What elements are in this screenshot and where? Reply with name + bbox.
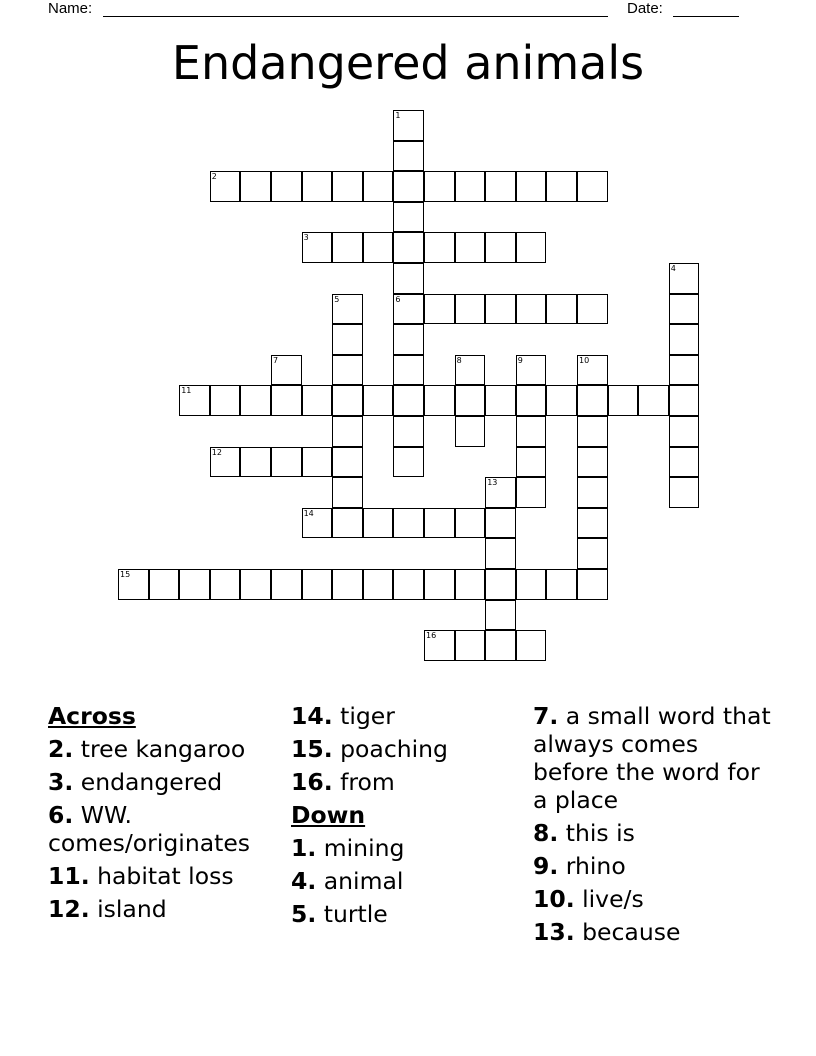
grid-cell[interactable] [669,263,700,294]
across-heading: Across [48,702,136,730]
clue-down-4: 4. animal [291,867,404,895]
grid-cell[interactable] [271,355,302,386]
grid-cell[interactable] [516,355,547,386]
grid-cell[interactable] [210,447,241,478]
grid-cell[interactable] [393,385,424,416]
grid-cell[interactable] [271,171,302,202]
grid-cell[interactable] [302,385,333,416]
clue-across-2: 2. tree kangaroo [48,735,246,763]
grid-cell[interactable] [363,171,394,202]
grid-cell[interactable] [455,385,486,416]
clues-column-1 [48,702,278,928]
grid-cell[interactable] [577,416,608,447]
grid-cell[interactable] [516,477,547,508]
grid-cell[interactable] [455,416,486,447]
grid-cell[interactable] [179,569,210,600]
grid-cell[interactable] [424,508,455,539]
grid-cell[interactable] [363,232,394,263]
grid-cell[interactable] [455,355,486,386]
clue-down-9: 9. rhino [533,852,626,880]
clue-down-10: 10. live/s [533,885,644,913]
grid-cell[interactable] [302,447,333,478]
grid-cell[interactable] [424,630,455,661]
grid-cell[interactable] [393,447,424,478]
grid-cell[interactable] [577,538,608,569]
grid-cell[interactable] [393,141,424,172]
grid-cell[interactable] [332,324,363,355]
grid-cell[interactable] [363,569,394,600]
grid-cell[interactable] [424,232,455,263]
clue-across-16: 16. from [291,768,395,796]
grid-cell[interactable] [485,538,516,569]
grid-cell[interactable] [485,385,516,416]
grid-cell[interactable] [332,416,363,447]
grid-cell[interactable] [424,294,455,325]
grid-cell[interactable] [577,508,608,539]
grid-cell[interactable] [577,171,608,202]
grid-cell[interactable] [485,232,516,263]
grid-cell[interactable] [424,569,455,600]
grid-cell[interactable] [485,171,516,202]
grid-cell[interactable] [240,171,271,202]
clues-column-3 [533,702,773,951]
grid-cell[interactable] [485,477,516,508]
grid-cell[interactable] [669,477,700,508]
grid-cell[interactable] [332,385,363,416]
grid-cell[interactable] [393,171,424,202]
grid-cell[interactable] [149,569,180,600]
grid-cell[interactable] [302,569,333,600]
cell-number: 8 [456,355,462,365]
cell-number: 9 [517,355,523,365]
grid-cell[interactable] [240,447,271,478]
grid-cell[interactable] [669,385,700,416]
cell-number: 4 [670,264,676,273]
grid-cell[interactable] [393,324,424,355]
cell-number: 13 [487,478,498,488]
grid-cell[interactable] [516,569,547,600]
grid-cell[interactable] [546,569,577,600]
clues-column-2 [291,702,521,933]
grid-cell[interactable] [485,508,516,539]
clue-across-15: 15. poaching [291,735,448,763]
grid-cell[interactable] [455,232,486,263]
grid-cell[interactable] [271,385,302,416]
grid-cell[interactable] [210,385,241,416]
grid-cell[interactable] [455,294,486,325]
grid-cell[interactable] [302,232,333,263]
grid-cell[interactable] [393,508,424,539]
grid-cell[interactable] [577,569,608,600]
grid-cell[interactable] [271,447,302,478]
grid-cell[interactable] [393,202,424,233]
grid-cell[interactable] [577,477,608,508]
grid-cell[interactable] [455,508,486,539]
cell-number: 14 [303,508,314,518]
grid-cell[interactable] [546,294,577,325]
grid-cell[interactable] [485,630,516,661]
grid-cell[interactable] [393,110,424,141]
grid-cell[interactable] [516,630,547,661]
grid-cell[interactable] [577,447,608,478]
grid-cell[interactable] [393,569,424,600]
grid-cell[interactable] [669,294,700,325]
clue-across-3: 3. endangered [48,768,223,796]
grid-cell[interactable] [669,355,700,386]
cell-number: 1 [395,111,401,120]
grid-cell[interactable] [516,385,547,416]
grid-cell[interactable] [424,171,455,202]
clue-down-7: 7. a small word that always comes before the word for a place [533,702,771,814]
grid-cell[interactable] [455,171,486,202]
grid-cell[interactable] [393,294,424,325]
grid-cell[interactable] [546,385,577,416]
grid-cell[interactable] [393,355,424,386]
grid-cell[interactable] [455,569,486,600]
cell-number: 5 [334,294,340,304]
grid-cell[interactable] [332,294,363,325]
cell-number: 11 [181,386,192,396]
grid-cell[interactable] [485,600,516,631]
grid-cell[interactable] [363,385,394,416]
cell-number: 7 [273,355,279,365]
cell-number: 3 [303,233,309,243]
cell-number: 2 [211,172,217,182]
clue-across-14: 14. tiger [291,702,395,730]
grid-cell[interactable] [240,385,271,416]
grid-cell[interactable] [669,324,700,355]
grid-cell[interactable] [669,447,700,478]
grid-cell[interactable] [179,385,210,416]
grid-cell[interactable] [332,355,363,386]
grid-cell[interactable] [608,385,639,416]
date-label: Date: [627,0,663,17]
grid-cell[interactable] [332,569,363,600]
grid-cell[interactable] [240,569,271,600]
down-heading: Down [291,801,366,829]
clue-across-11: 11. habitat loss [48,862,234,890]
clue-down-1: 1. mining [291,834,405,862]
grid-cell[interactable] [210,171,241,202]
grid-cell[interactable] [332,447,363,478]
grid-cell[interactable] [485,569,516,600]
grid-cell[interactable] [638,385,669,416]
grid-cell[interactable] [577,385,608,416]
grid-cell[interactable] [516,447,547,478]
grid-cell[interactable] [516,416,547,447]
grid-cell[interactable] [210,569,241,600]
cell-number: 16 [426,631,437,641]
cell-number: 12 [211,447,222,457]
grid-cell[interactable] [669,416,700,447]
grid-cell[interactable] [485,294,516,325]
grid-cell[interactable] [332,171,363,202]
grid-cell[interactable] [363,508,394,539]
grid-cell[interactable] [302,171,333,202]
grid-cell[interactable] [424,385,455,416]
page-title: Endangered animals [171,36,645,90]
grid-cell[interactable] [516,171,547,202]
name-label: Name: [48,0,93,17]
grid-cell[interactable] [393,232,424,263]
grid-cell[interactable] [302,508,333,539]
grid-cell[interactable] [546,171,577,202]
clue-down-8: 8. this is [533,819,635,847]
clue-down-5: 5. turtle [291,900,388,928]
grid-cell[interactable] [271,569,302,600]
clue-across-12: 12. island [48,895,167,923]
grid-cell[interactable] [516,232,547,263]
grid-cell[interactable] [118,569,149,600]
grid-cell[interactable] [516,294,547,325]
grid-cell[interactable] [577,355,608,386]
grid-cell[interactable] [332,477,363,508]
clue-down-13: 13. because [533,918,681,946]
grid-cell[interactable] [577,294,608,325]
clue-across-6: 6. WW. comes/originates [48,801,251,857]
grid-cell[interactable] [455,630,486,661]
grid-cell[interactable] [332,508,363,539]
cell-number: 6 [395,294,401,304]
grid-cell[interactable] [332,232,363,263]
grid-cell[interactable] [393,416,424,447]
grid-cell[interactable] [393,263,424,294]
cell-number: 15 [120,570,131,579]
cell-number: 10 [579,355,590,365]
